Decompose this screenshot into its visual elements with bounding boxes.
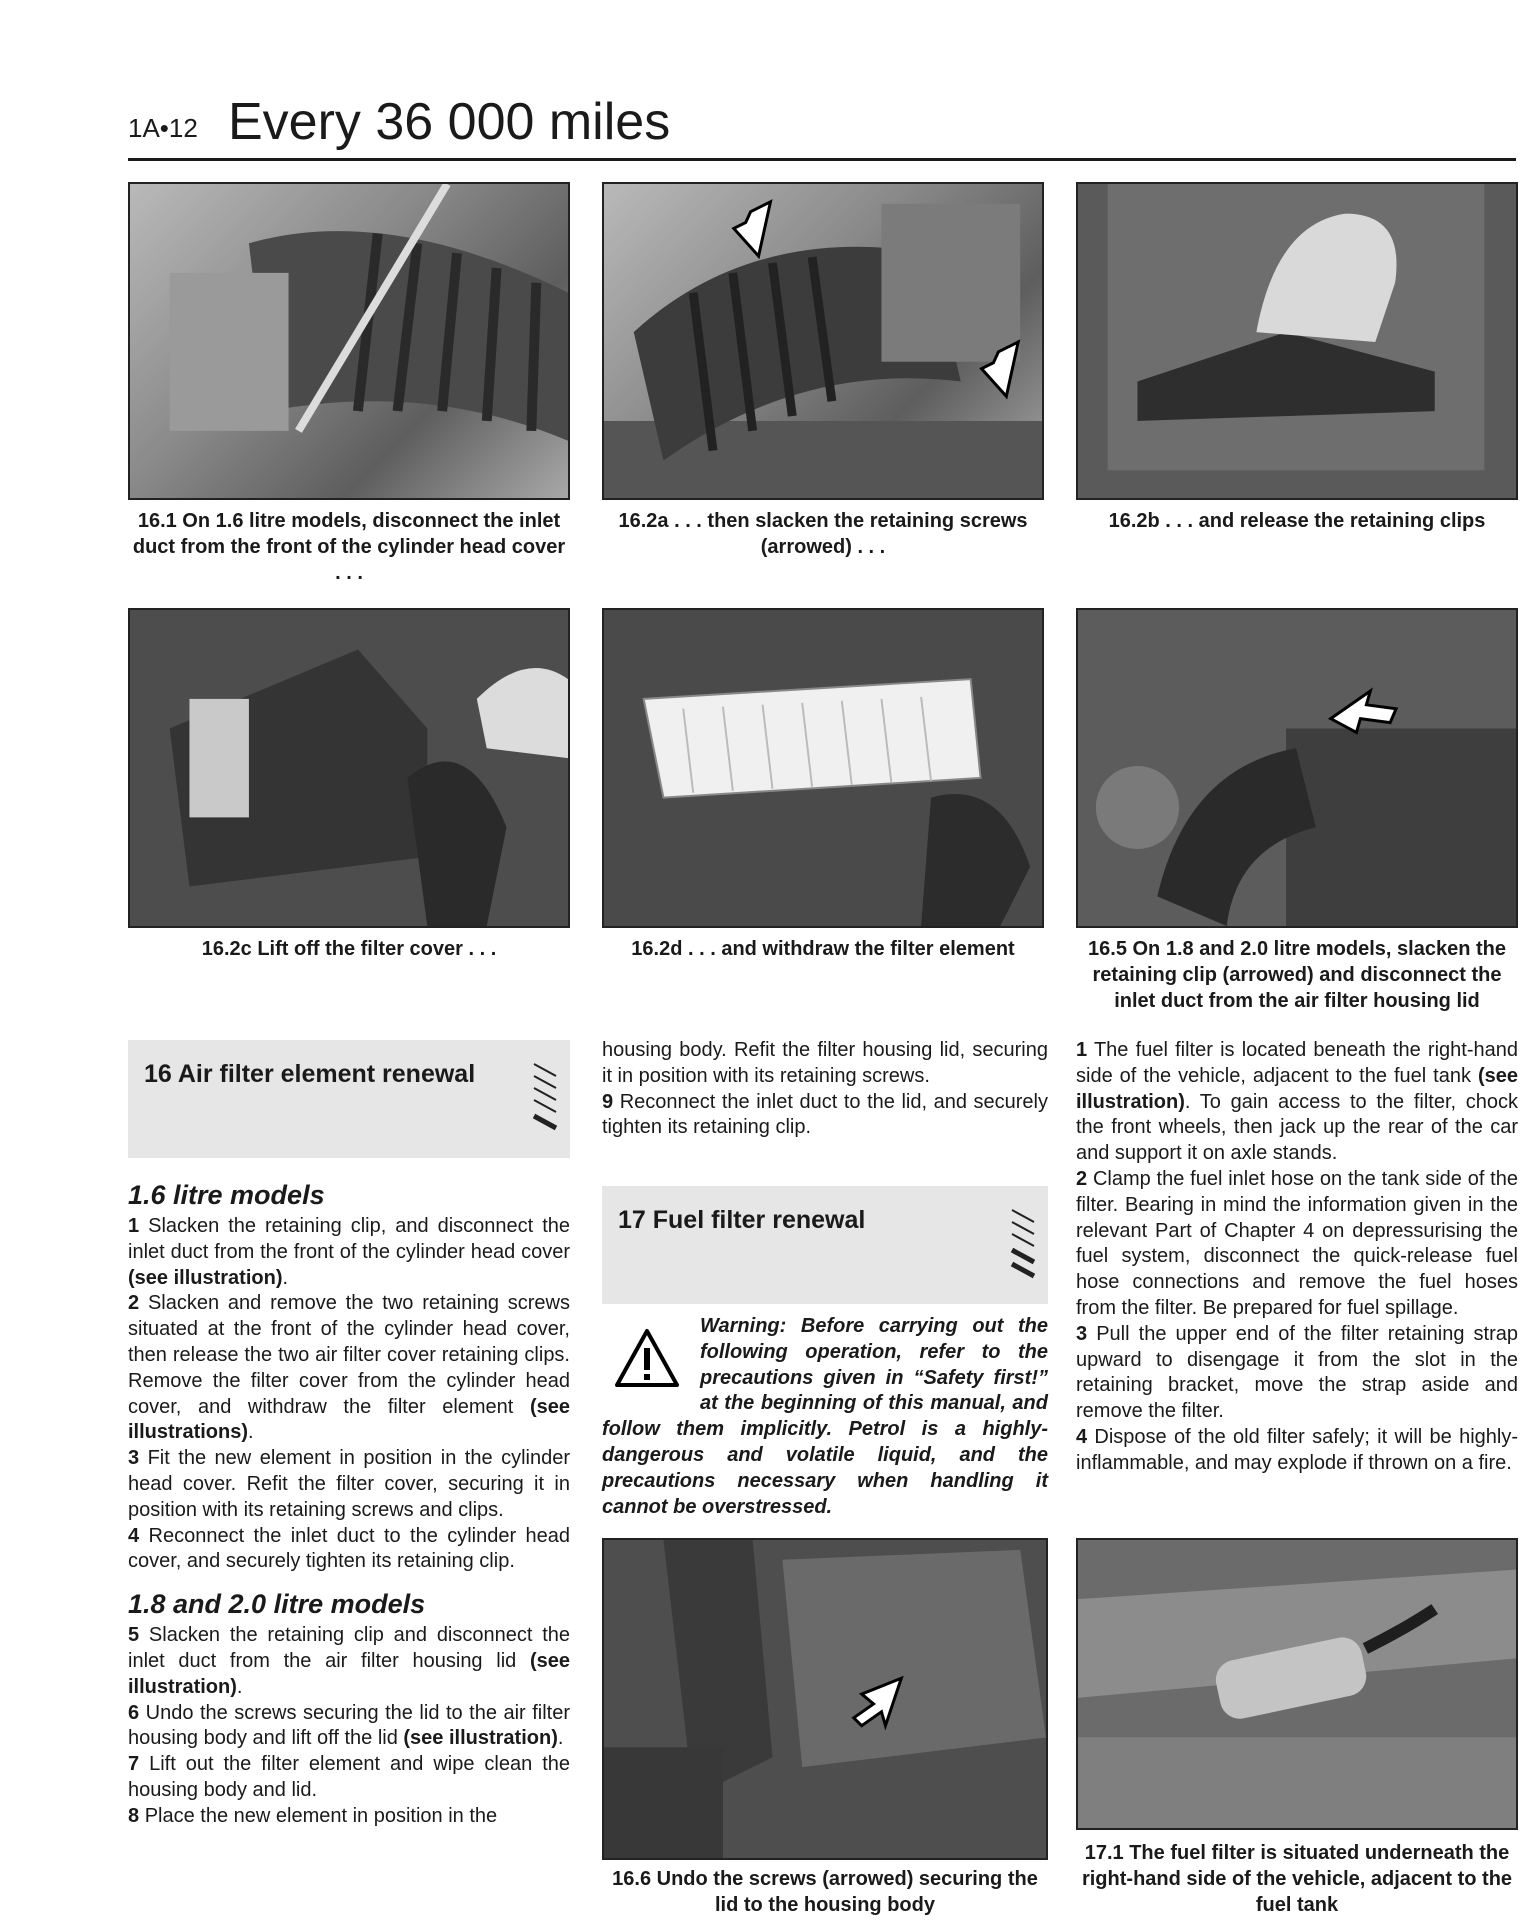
column-middle-text bbox=[602, 1038, 1048, 1141]
page-header bbox=[128, 88, 1516, 161]
caption-17-1: 17.1 The fuel filter is situated underneath the right-hand side of the vehicle, adjacent to the fuel tank bbox=[1081, 1842, 1513, 1916]
para-17-3: 3 Pull the upper end of the filter retaining strap upward to disengage it from the slot in the retaining bracket, move the strap aside and remove the filter. bbox=[1076, 1322, 1519, 1423]
photo-17-1 bbox=[1076, 1538, 1518, 1830]
photo-16-2c bbox=[128, 608, 570, 928]
para-16-5: 5 Slacken the retaining clip and disconnect the inlet duct from the air filter housing lid (see illustration). bbox=[128, 1624, 571, 1698]
photo-16-6 bbox=[602, 1538, 1048, 1860]
section-16-heading bbox=[128, 1040, 570, 1158]
para-16-7: 7 Lift out the filter element and wipe clean the housing body and lid. bbox=[128, 1753, 570, 1801]
page-number: 1A•12 bbox=[128, 113, 198, 143]
section-16-title: 16 Air filter element renewal bbox=[144, 1060, 476, 1088]
photo-16-1 bbox=[128, 182, 570, 500]
photo-16-2b bbox=[1076, 182, 1518, 500]
para-17-1: 1 The fuel filter is located beneath the right-hand side of the vehicle, adjacent to the fuel tank (see illustration). To gain access to the filter, chock the front wheels, then jack up the rear of the car and support it on axle stands. bbox=[1076, 1039, 1518, 1165]
page-title: Every 36 000 miles bbox=[228, 93, 671, 151]
warning-text: Warning: Before carrying out the following operation, refer to the precautions given in “Safety first!” at the beginning of this manual, and follow them implicitly. Petrol is a highly-dangerous and volatile liquid, and the precautions necessary when handling it cannot be overstressed. bbox=[602, 1315, 1048, 1518]
subheading-1-6-litre: 1.6 litre models bbox=[128, 1180, 325, 1210]
para-16-3: 3 Fit the new element in position in the cylinder head cover. Refit the filter cover, securing it in position with its retaining screws and clips. bbox=[128, 1447, 570, 1521]
photo-16-5 bbox=[1076, 608, 1518, 928]
caption-16-2c: 16.2c Lift off the filter cover . . . bbox=[201, 938, 497, 960]
caption-16-6: 16.6 Undo the screws (arrowed) securing the lid to the housing body bbox=[612, 1868, 1038, 1916]
para-16-8: 8 Place the new element in position in the bbox=[128, 1804, 498, 1827]
para-16-2: 2 Slacken and remove the two retaining screws situated at the front of the cylinder head cover, then release the two air filter cover retaining clips. Remove the filter cover from the cylinder head cover, and withdraw the filter element (see illustrations). bbox=[128, 1292, 570, 1444]
column-left-text bbox=[128, 1178, 570, 1830]
section-17-heading bbox=[602, 1186, 1048, 1304]
column-right-text bbox=[1076, 1038, 1518, 1477]
photo-16-2a bbox=[602, 182, 1044, 500]
para-16-6: 6 Undo the screws securing the lid to the air filter housing body and lift off the lid (see illustration). bbox=[128, 1701, 570, 1750]
para-17-2: 2 Clamp the fuel inlet hose on the tank side of the filter. Bearing in mind the information given in the relevant Part of Chapter 4 on depressurising the fuel system, disconnect the quick-release fuel hose connections and remove the fuel hoses from the filter. Be prepared for fuel spillage. bbox=[1076, 1167, 1518, 1319]
section-17-title: 17 Fuel filter renewal bbox=[618, 1206, 866, 1234]
caption-16-5: 16.5 On 1.8 and 2.0 litre models, slacken the retaining clip (arrowed) and disconnect the inlet duct from the air filter housing lid bbox=[1088, 938, 1506, 1012]
caption-16-1: 16.1 On 1.6 litre models, disconnect the inlet duct from the front of the cylinder head cover . . . bbox=[132, 510, 566, 584]
para-16-4: 4 Reconnect the inlet duct to the cylinder head cover, and securely tighten its retaining clip. bbox=[128, 1524, 570, 1573]
fuel-warning bbox=[602, 1314, 1048, 1520]
para-17-4: 4 Dispose of the old filter safely; it will be highly-inflammable, and may explode if thrown on a fire. bbox=[1076, 1425, 1518, 1474]
warning-triangle-icon bbox=[614, 1328, 680, 1388]
caption-16-2b: 16.2b . . . and release the retaining clips bbox=[1108, 510, 1486, 532]
para-16-1: 1 Slacken the retaining clip, and disconnect the inlet duct from the front of the cylinder head cover (see illustration). bbox=[128, 1215, 570, 1289]
spanner-difficulty-icon bbox=[1006, 1200, 1044, 1290]
para-16-9: 9 Reconnect the inlet duct to the lid, and securely tighten its retaining clip. bbox=[602, 1090, 1048, 1139]
caption-16-2a: 16.2a . . . then slacken the retaining screws (arrowed) . . . bbox=[618, 510, 1028, 558]
caption-16-2d: 16.2d . . . and withdraw the filter element bbox=[631, 938, 1015, 960]
spanner-difficulty-icon bbox=[528, 1054, 566, 1144]
para-16-8-continued: housing body. Refit the filter housing lid, securing it in position with its retaining screws. bbox=[602, 1039, 1048, 1087]
subheading-1-8-2-0-litre: 1.8 and 2.0 litre models bbox=[128, 1589, 426, 1620]
photo-16-2d bbox=[602, 608, 1044, 928]
